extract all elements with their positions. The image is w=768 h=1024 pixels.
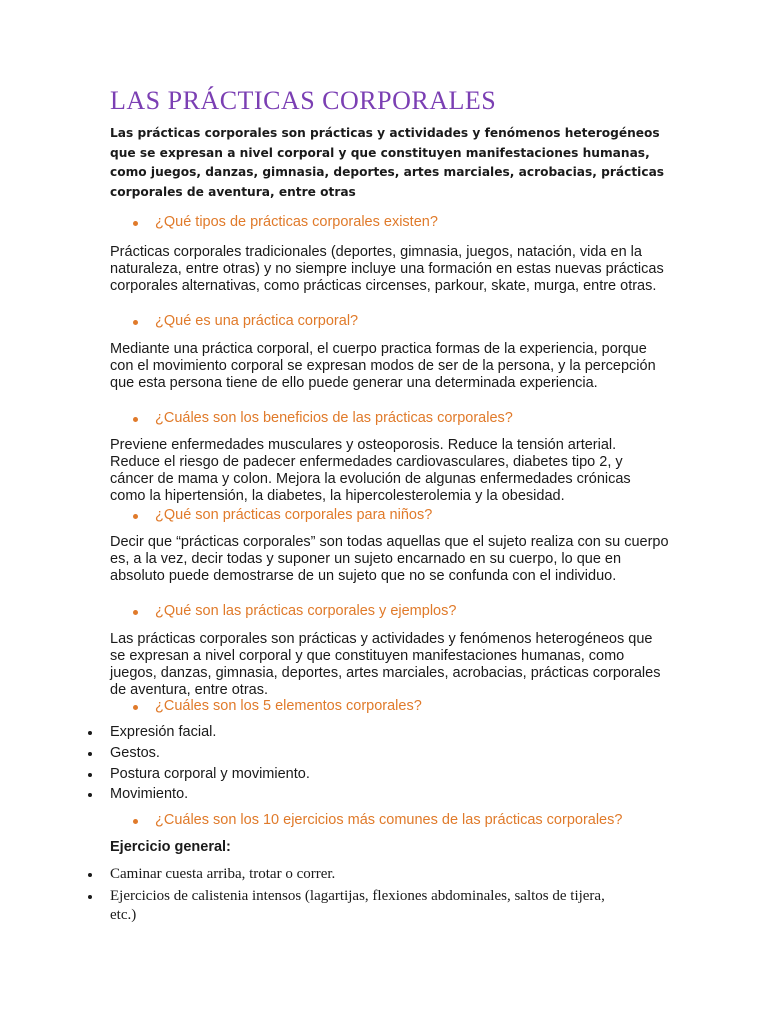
list-item-text: Expresión facial.	[110, 724, 217, 740]
question-text: ¿Qué son las prácticas corporales y ejemplos?	[155, 603, 457, 619]
list-item-text: Ejercicios de calistenia intensos (lagartijas, flexiones abdominales, saltos de tijera, etc.)	[110, 888, 605, 923]
bullet-icon	[133, 705, 138, 710]
intro-paragraph: Las prácticas corporales son prácticas y actividades y fenómenos heterogéneos que se expresan a nivel corporal y que constituyen manifestaciones humanas, como juegos, danzas, gimnasia, deportes, artes marciales, acrobacias, prácticas corporales de aventura, entre otras	[110, 126, 665, 199]
bullet-icon	[88, 873, 92, 877]
list-item-text: Movimiento.	[110, 786, 189, 802]
answer-paragraph: Decir que “prácticas corporales” son todas aquellas que el sujeto realiza con su cuerpo es, a la vez, decir todas y suponer un sujeto encarnado en su cuerpo, lo que en absoluto puede demostrarse de un sujeto que no se confunda con el individuo.	[110, 534, 669, 584]
bullet-icon	[133, 320, 138, 325]
bullet-icon	[88, 793, 92, 797]
question-text: ¿Cuáles son los 5 elementos corporales?	[155, 698, 422, 714]
list-item-text: Caminar cuesta arriba, trotar o correr.	[110, 866, 336, 882]
page-title: LAS PRÁCTICAS CORPORALES	[110, 86, 497, 115]
question-text: ¿Qué tipos de prácticas corporales existen?	[155, 214, 438, 230]
question-text: ¿Cuáles son los 10 ejercicios más comunes de las prácticas corporales?	[155, 812, 623, 828]
bullet-icon	[88, 731, 92, 735]
answer-paragraph: Previene enfermedades musculares y osteoporosis. Reduce la tensión arterial. Reduce el riesgo de padecer enfermedades cardiovasculares, diabetes tipo 2, y cáncer de mama y colon. Mejora la evolución de algunas enfermedades crónicas como la hipertensión, la diabetes, la hipercolesterolemia y la obesidad.	[110, 437, 631, 504]
list-item-text: Gestos.	[110, 745, 160, 761]
bullet-icon	[133, 514, 138, 519]
bullet-icon	[133, 610, 138, 615]
answer-paragraph: Las prácticas corporales son prácticas y actividades y fenómenos heterogéneos que se expresan a nivel corporal y que constituyen manifestaciones humanas, como juegos, danzas, gimnasia, deportes, artes marciales, acrobacias, prácticas corporales de aventura, entre otras.	[110, 631, 661, 698]
answer-paragraph: Prácticas corporales tradicionales (deportes, gimnasia, juegos, natación, vida en la naturaleza, entre otras) y no siempre incluye una formación en estas nuevas prácticas corporales alternativas, como prácticas circenses, parkour, skate, murga, entre otras.	[110, 244, 664, 294]
bullet-icon	[88, 752, 92, 756]
bullet-icon	[88, 773, 92, 777]
list-item-text: Postura corporal y movimiento.	[110, 766, 310, 782]
question-text: ¿Qué es una práctica corporal?	[155, 313, 359, 329]
question-text: ¿Cuáles son los beneficios de las prácticas corporales?	[155, 410, 513, 426]
bullet-icon	[133, 417, 138, 422]
answer-paragraph: Mediante una práctica corporal, el cuerpo practica formas de la experiencia, porque con el movimiento corporal se expresan modos de ser de la persona, y la percepción que esta persona tiene de ello puede generar una determinada experiencia.	[110, 341, 656, 391]
bullet-icon	[133, 819, 138, 824]
question-text: ¿Qué son prácticas corporales para niños?	[155, 507, 433, 523]
bullet-icon	[133, 221, 138, 226]
bullet-icon	[88, 895, 92, 899]
section-heading: Ejercicio general:	[110, 839, 231, 855]
